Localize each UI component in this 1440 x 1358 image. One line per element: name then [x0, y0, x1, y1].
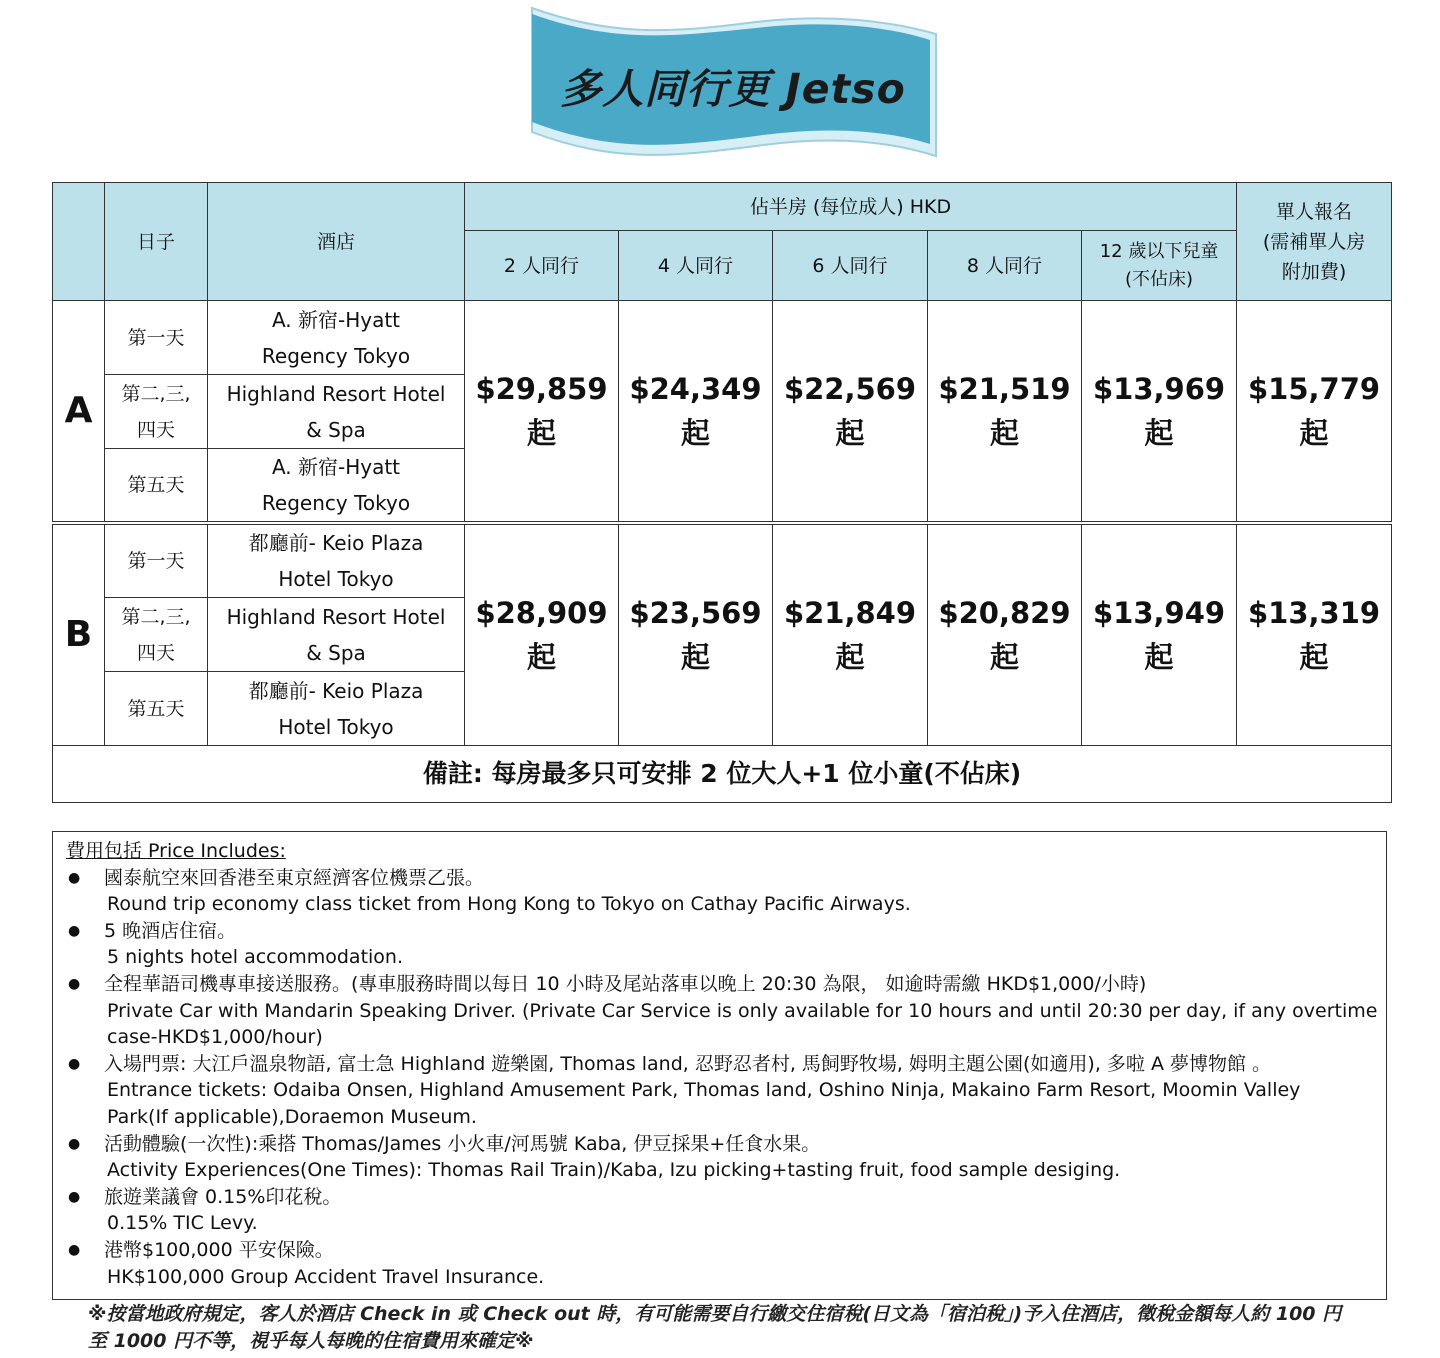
corner-cell: [53, 183, 105, 301]
price-table: [52, 182, 1392, 803]
price-cell: $24,349 起: [619, 301, 773, 524]
price-cell: $13,969 起: [1082, 301, 1237, 524]
day-cell: 第五天: [105, 672, 208, 746]
list-item: ● 全程華語司機專車接送服務。(專車服務時間以每日 10 小時及尾站落車以晚上 20:30 為限， 如逾時需繳 HKD$1,000/小時) Private Car with Mandarin Speaking Driver. (Private Car Service is only available for 10 hours and until 20:30 per day, if any overtime case-HKD$1,000/hour): [68, 972, 1378, 1049]
price-cell: $28,909 起: [465, 523, 619, 746]
child-header: 12 歲以下兒童 (不佔床): [1082, 231, 1237, 301]
bullet-icon: ●: [68, 1241, 81, 1258]
price-cell: $21,519 起: [928, 301, 1082, 524]
list-item: ● 旅遊業議會 0.15%印花稅。 0.15% TIC Levy.: [68, 1185, 342, 1235]
hotel-cell: 都廳前- Keio Plaza Hotel Tokyo: [208, 523, 465, 598]
price-cell: $29,859 起: [465, 301, 619, 524]
price-cell: $13,949 起: [1082, 523, 1237, 746]
price-cell: $22,569 起: [773, 301, 928, 524]
bullet-icon: ●: [68, 1135, 81, 1152]
day-cell: 第二,三, 四天: [105, 375, 208, 449]
price-cell: $21,849 起: [773, 523, 928, 746]
day-cell: 第一天: [105, 301, 208, 375]
list-item: ● 入場門票: 大江戶溫泉物語, 富士急 Highland 遊樂園, Thomas land, 忍野忍者村, 馬飼野牧場, 姆明主題公園(如適用), 多啦 A 夢博物館 。 Entrance tickets: Odaiba Onsen, Highland Amusement Park, Thomas land, Oshino Ninja, Makaino Farm Resort, Moomin Valley Park(If applicable),Doraemon Museum.: [68, 1052, 1301, 1128]
col-header-8: 8 人同行: [928, 231, 1082, 301]
table-row: [53, 301, 1392, 375]
title-banner: [526, 4, 940, 170]
group-code-b: B: [53, 523, 105, 746]
list-item: ● 國泰航空來回香港至東京經濟客位機票乙張。 Round trip economy class ticket from Hong Kong to Tokyo on Cathay Pacific Airways.: [68, 866, 911, 916]
price-cell: $13,319 起: [1237, 523, 1392, 746]
single-header: 單人報名 (需補單人房 附加費): [1237, 183, 1392, 301]
bullet-icon: ●: [68, 922, 81, 939]
includes-title: 費用包括 Price Includes:: [66, 840, 286, 862]
room-note: 備註: 每房最多只可安排 2 位大人+1 位小童(不佔床): [53, 746, 1392, 803]
bullet-icon: ●: [68, 869, 81, 886]
date-header: 日子: [105, 183, 208, 301]
bullet-icon: ●: [68, 975, 81, 992]
hotel-cell: 都廳前- Keio Plaza Hotel Tokyo: [208, 672, 465, 746]
table-row: [53, 523, 1392, 598]
day-cell: 第五天: [105, 449, 208, 524]
price-includes-box: [52, 831, 1387, 1300]
bullet-icon: ●: [68, 1055, 81, 1072]
col-header-2: 2 人同行: [465, 231, 619, 301]
list-item: ● 港幣$100,000 平安保險。 HK$100,000 Group Accident Travel Insurance.: [68, 1238, 545, 1288]
table-row: [53, 746, 1392, 803]
col-header-6: 6 人同行: [773, 231, 928, 301]
day-cell: 第二,三, 四天: [105, 598, 208, 672]
day-cell: 第一天: [105, 523, 208, 598]
hotel-cell: A. 新宿-Hyatt Regency Tokyo: [208, 301, 465, 375]
price-cell: $15,779 起: [1237, 301, 1392, 524]
bullet-icon: ●: [68, 1188, 81, 1205]
price-cell: $20,829 起: [928, 523, 1082, 746]
tax-footnote: ※按當地政府規定，客人於酒店 Check in 或 Check out 時，有可能需要自行繳交住宿稅(日文為「宿泊稅」)予入住酒店，徵稅金額每人約 100 円 至 1000 円不等，視乎每人每晚的住宿費用來確定※: [88, 1303, 1342, 1352]
hotel-cell: Highland Resort Hotel & Spa: [208, 375, 465, 449]
list-item: ● 5 晚酒店住宿。 5 nights hotel accommodation.: [68, 919, 404, 969]
hotel-cell: Highland Resort Hotel & Spa: [208, 598, 465, 672]
banner-title: 多人同行更 Jetso: [560, 65, 906, 113]
list-item: ● 活動體驗(一次性):乘搭 Thomas/James 小火車/河馬號 Kaba, 伊豆採果+任食水果。 Activity Experiences(One Times): Thomas Rail Train)/Kaba, Izu picking+tasting fruit, food sample desiging.: [68, 1132, 1121, 1182]
group-code-a: A: [53, 301, 105, 524]
price-cell: $23,569 起: [619, 523, 773, 746]
hotel-header: 酒店: [208, 183, 465, 301]
group-price-header: 佔半房 (每位成人) HKD: [465, 183, 1237, 231]
col-header-4: 4 人同行: [619, 231, 773, 301]
hotel-cell: A. 新宿-Hyatt Regency Tokyo: [208, 449, 465, 524]
